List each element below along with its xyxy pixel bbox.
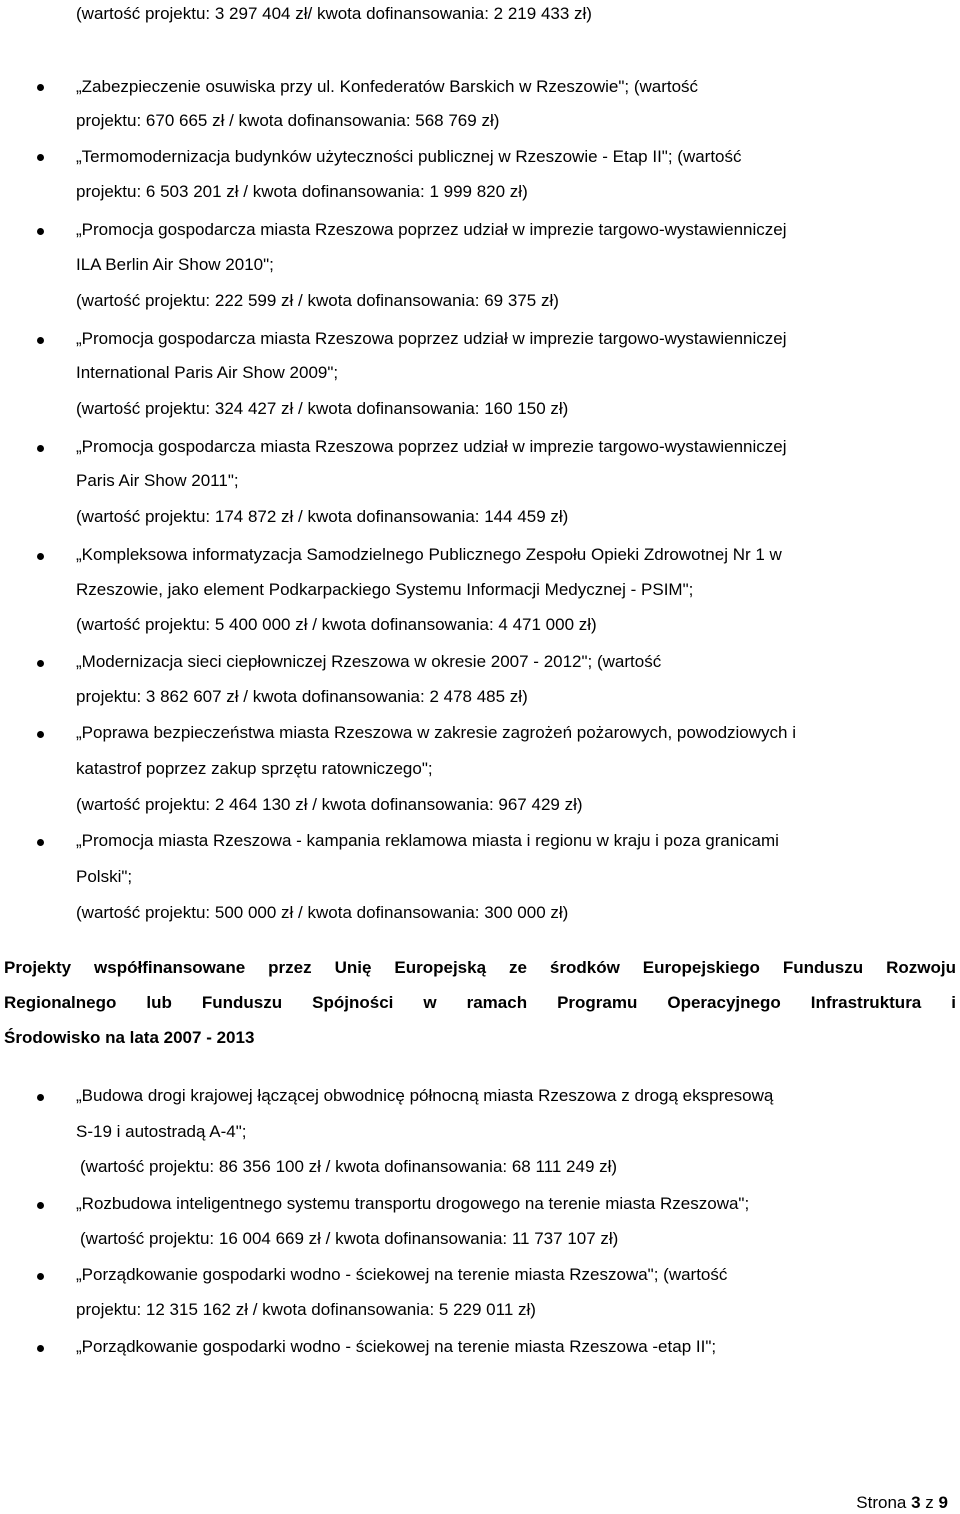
list-item-line: katastrof poprzez zakup sprzętu ratowniczego"; [76,759,433,778]
list-item-line: (wartość projektu: 222 599 zł / kwota dofinansowania: 69 375 zł) [76,291,559,310]
list-item-line: (wartość projektu: 5 400 000 zł / kwota dofinansowania: 4 471 000 zł) [76,615,597,634]
list-item-line: „Zabezpieczenie osuwiska przy ul. Konfederatów Barskich w Rzeszowie"; (wartość [76,77,699,96]
page-number-separator: z [925,1493,934,1512]
bullet-icon [37,660,44,667]
bullet-icon [37,1273,44,1280]
list-item-line: Polski"; [76,867,133,886]
list-item-line: „Promocja gospodarcza miasta Rzeszowa poprzez udział w imprezie targowo-wystawienniczej [76,220,787,239]
page-number-prefix: Strona [856,1493,907,1512]
page-number-current: 3 [911,1493,921,1512]
list-item-line: „Poprawa bezpieczeństwa miasta Rzeszowa w zakresie zagrożeń pożarowych, powodziowych i [76,723,796,742]
bullet-icon [37,1202,44,1209]
section-heading-line: Projekty współfinansowane przez Unię Europejską ze środków Europejskiego Funduszu Rozwoju [4,958,956,977]
list-item-line: projektu: 3 862 607 zł / kwota dofinansowania: 2 478 485 zł) [76,687,528,706]
list-item-line: „Modernizacja sieci ciepłowniczej Rzeszowa w okresie 2007 - 2012"; (wartość [76,652,662,671]
list-item-line: (wartość projektu: 500 000 zł / kwota dofinansowania: 300 000 zł) [76,903,569,922]
list-item-line: (wartość projektu: 86 356 100 zł / kwota dofinansowania: 68 111 249 zł) [80,1157,618,1176]
bullet-icon [37,154,44,161]
list-item-line: (wartość projektu: 2 464 130 zł / kwota dofinansowania: 967 429 zł) [76,795,583,814]
section-heading-line: Regionalnego lub Funduszu Spójności w ramach Programu Operacyjnego Infrastruktura i [4,993,956,1012]
list-item-line: „Porządkowanie gospodarki wodno - ściekowej na terenie miasta Rzeszowa"; (wartość [76,1265,728,1284]
bullet-icon [37,1094,44,1101]
list-item-line: (wartość projektu: 324 427 zł / kwota dofinansowania: 160 150 zł) [76,399,569,418]
list-item-line: „Budowa drogi krajowej łączącej obwodnicę północną miasta Rzeszowa z drogą ekspresową [76,1086,774,1105]
list-item-line: projektu: 670 665 zł / kwota dofinansowania: 568 769 zł) [76,111,500,130]
list-item-line: (wartość projektu: 174 872 zł / kwota dofinansowania: 144 459 zł) [76,507,569,526]
section-heading-line: Środowisko na lata 2007 - 2013 [4,1028,255,1047]
list-item-line: projektu: 12 315 162 zł / kwota dofinansowania: 5 229 011 zł) [76,1300,536,1319]
page-number [856,1492,948,1514]
bullet-icon [37,445,44,452]
list-item-line: „Kompleksowa informatyzacja Samodzielnego Publicznego Zespołu Opieki Zdrowotnej Nr 1 w [76,545,782,564]
bullet-icon [37,337,44,344]
list-item-line: „Promocja gospodarcza miasta Rzeszowa poprzez udział w imprezie targowo-wystawienniczej [76,437,787,456]
bullet-icon [37,1345,44,1352]
list-item-line: S-19 i autostradą A-4"; [76,1122,247,1141]
list-item-line: projektu: 6 503 201 zł / kwota dofinansowania: 1 999 820 zł) [76,182,528,201]
bullet-icon [37,84,44,91]
list-item-line: International Paris Air Show 2009"; [76,363,339,382]
list-item-line: „Promocja gospodarcza miasta Rzeszowa poprzez udział w imprezie targowo-wystawienniczej [76,329,787,348]
list-item-line: „Termomodernizacja budynków użyteczności publicznej w Rzeszowie - Etap II"; (wartość [76,147,742,166]
list-item-line: „Porządkowanie gospodarki wodno - ściekowej na terenie miasta Rzeszowa -etap II"; [76,1337,717,1356]
bullet-icon [37,553,44,560]
intro-value-line: (wartość projektu: 3 297 404 zł/ kwota dofinansowania: 2 219 433 zł) [76,4,592,23]
list-item-line: „Promocja miasta Rzeszowa - kampania reklamowa miasta i regionu w kraju i poza granicami [76,831,779,850]
list-item-line: ILA Berlin Air Show 2010"; [76,255,274,274]
list-item-line: „Rozbudowa inteligentnego systemu transportu drogowego na terenie miasta Rzeszowa"; [76,1194,750,1213]
bullet-icon [37,839,44,846]
bullet-icon [37,731,44,738]
list-item-line: Rzeszowie, jako element Podkarpackiego Systemu Informacji Medycznej - PSIM"; [76,580,694,599]
bullet-icon [37,228,44,235]
list-item-line: (wartość projektu: 16 004 669 zł / kwota dofinansowania: 11 737 107 zł) [80,1229,619,1248]
list-item-line: Paris Air Show 2011"; [76,471,239,490]
page-number-total: 9 [938,1493,948,1512]
